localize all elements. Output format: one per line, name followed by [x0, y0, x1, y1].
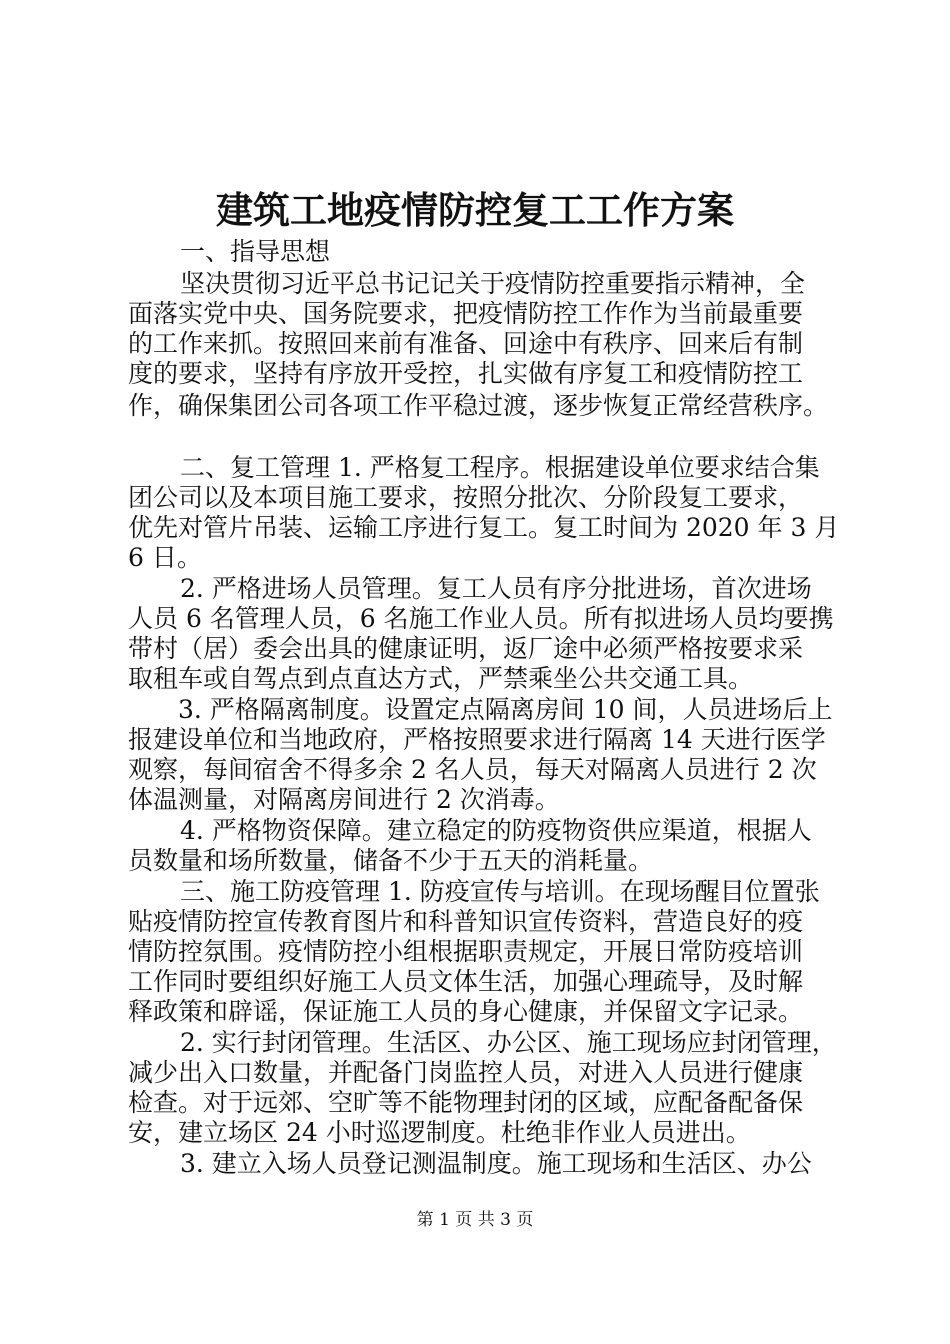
text-line: 取租车或自驾点到点直达方式，严禁乘坐公共交通工具。	[128, 664, 754, 693]
text-line: 工作同时要组织好施工人员文体生活，加强心理疏导，及时解	[128, 967, 804, 996]
text-line: 度的要求，坚持有序放开受控，扎实做有序复工和疫情防控工	[128, 359, 804, 388]
text-line: 团公司以及本项目施工要求，按照分批次、分阶段复工要求，	[128, 483, 804, 512]
text-line: 作，确保集团公司各项工作平稳过渡，逐步恢复正常经营秩序。	[128, 391, 829, 420]
text-line: 体温测量，对隔离房间进行 2 次消毒。	[128, 785, 560, 814]
heading-guiding-ideology: 一、指导思想	[180, 237, 331, 266]
text-line: 情防控氛围。疫情防控小组根据职责规定，开展日常防疫培训	[128, 937, 804, 966]
text-line: 减少出入口数量，并配备门岗监控人员，对进入人员进行健康	[128, 1058, 804, 1087]
text-line: 员数量和场所数量，储备不少于五天的消耗量。	[128, 846, 654, 875]
text-line: 的工作来抓。按照回来前有准备、回途中有秩序、回来后有制	[128, 329, 804, 358]
text-line: 面落实党中央、国务院要求，把疫情防控工作作为当前最重要	[128, 299, 804, 328]
text-line: 三、施工防疫管理 1. 防疫宣传与培训。在现场醒目位置张	[180, 877, 820, 906]
text-line: 3. 严格隔离制度。设置定点隔离房间 10 间，人员进场后上	[178, 695, 833, 724]
text-line: 6 日。	[128, 543, 202, 572]
text-line: 带村（居）委会出具的健康证明，返厂途中必须严格按要求采	[128, 634, 804, 663]
text-line: 观察，每间宿舍不得多余 2 名人员，每天对隔离人员进行 2 次	[128, 755, 817, 784]
page-footer: 第 1 页 共 3 页	[416, 1210, 534, 1230]
page-title: 建筑工地疫情防控复工工作方案	[216, 188, 734, 232]
text-line: 2. 严格进场人员管理。复工人员有序分批进场，首次进场	[180, 574, 812, 603]
text-line: 2. 实行封闭管理。生活区、办公区、施工现场应封闭管理，	[180, 1028, 837, 1057]
text-line: 释政策和辟谣，保证施工人员的身心健康，并保留文字记录。	[128, 997, 804, 1026]
text-line: 贴疫情防控宣传教育图片和科普知识宣传资料，营造良好的疫	[128, 907, 804, 936]
text-line: 二、复工管理 1. 严格复工程序。根据建设单位要求结合集	[180, 453, 820, 482]
text-line: 坚决贯彻习近平总书记记关于疫情防控重要指示精神，全	[180, 269, 806, 298]
text-line: 3. 建立入场人员登记测温制度。施工现场和生活区、办公	[180, 1149, 812, 1178]
text-line: 报建设单位和当地政府，严格按照要求进行隔离 14 天进行医学	[128, 725, 826, 754]
text-line: 安，建立场区 24 小时巡逻制度。杜绝非作业人员进出。	[128, 1118, 751, 1147]
text-line: 4. 严格物资保障。建立稳定的防疫物资供应渠道，根据人	[180, 816, 812, 845]
text-line: 优先对管片吊装、运输工序进行复工。复工时间为 2020 年 3 月	[128, 513, 840, 542]
text-line: 检查。对于远郊、空旷等不能物理封闭的区域，应配备配备保	[128, 1088, 804, 1117]
text-line: 人员 6 名管理人员，6 名施工作业人员。所有拟进场人员均要携	[128, 604, 834, 633]
